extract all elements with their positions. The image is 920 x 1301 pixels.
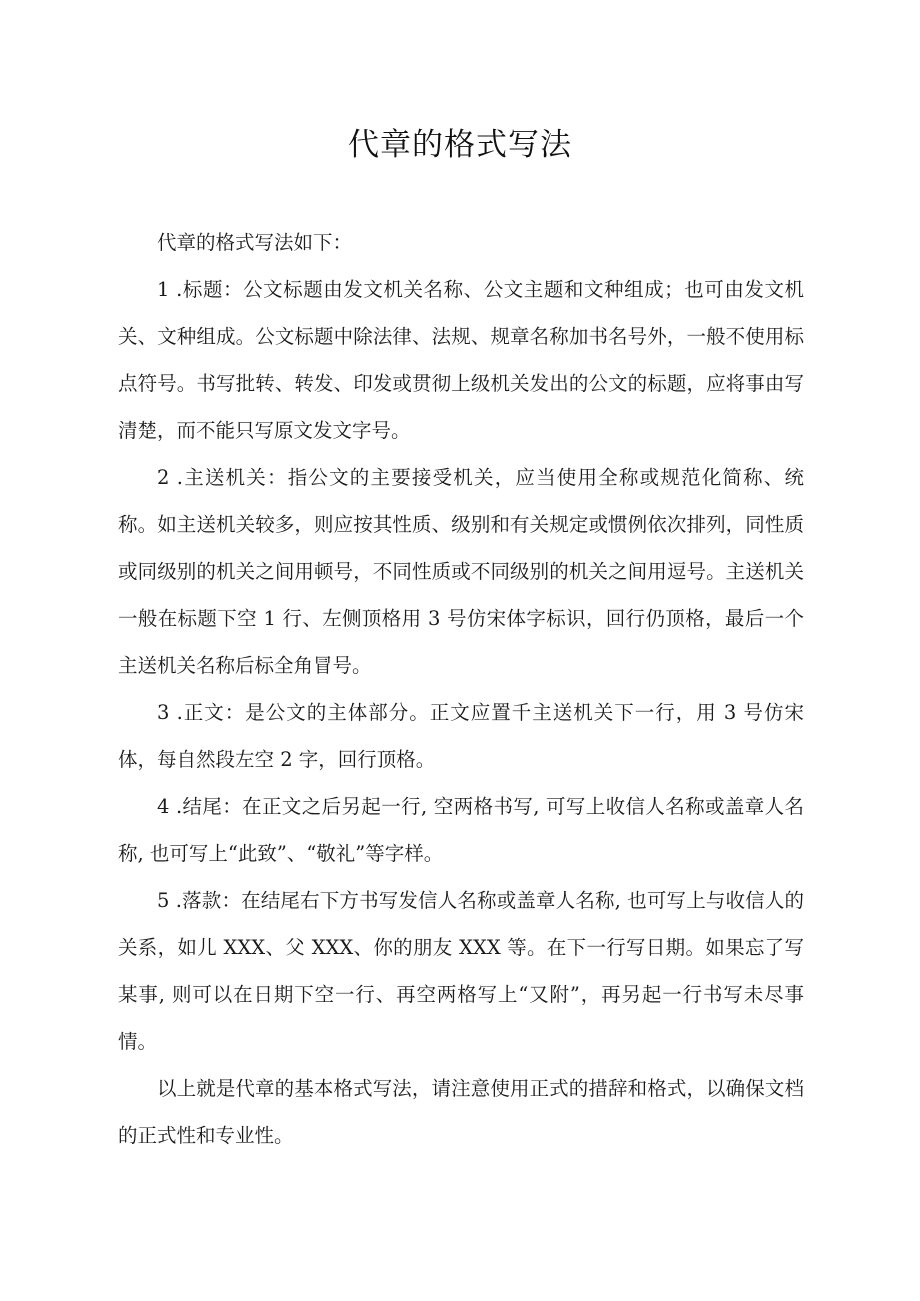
intro-paragraph: 代章的格式写法如下： <box>157 231 353 254</box>
item-paragraph-closing: 4 .结尾：在正文之后另起一行, 空两格书写, 可写上收信人名称或盖章人名称, 也可写上“此致”、“敬礼”等字样。 <box>118 795 804 865</box>
item-paragraph-recipient: 2 .主送机关：指公文的主要接受机关，应当使用全称或规范化简称、统称。如主送机关较多，则应按其性质、级别和有关规定或惯例依次排列，同性质或同级别的机关之间用顿号，不同性质或不同级别的机关之间用逗号。主送机关一般在标题下空 1 行、左侧顶格用 3 号仿宋体字标识，回行仍顶格，最后一个主送机关名称后标全角冒号。 <box>118 466 804 677</box>
page-title: 代章的格式写法 <box>348 127 572 163</box>
conclusion-paragraph: 以上就是代章的基本格式写法，请注意使用正式的措辞和格式，以确保文档的正式性和专业性。 <box>118 1077 804 1147</box>
item-paragraph-signature: 5 .落款：在结尾右下方书写发信人名称或盖章人名称, 也可写上与收信人的关系，如儿 XXX、父 XXX、你的朋友 XXX 等。在下一行写日期。如果忘了写某事, 则可以在日期下空一行、再空两格写上“又附”，再另起一行书写未尽事情。 <box>118 889 804 1053</box>
item-paragraph-title: 1 .标题：公文标题由发文机关名称、公文主题和文种组成；也可由发文机关、文种组成。公文标题中除法律、法规、规章名称加书名号外，一般不使用标点符号。书写批转、转发、印发或贯彻上级机关发出的公文的标题，应将事由写清楚，而不能只写原文发文字号。 <box>118 278 804 442</box>
item-paragraph-body-text: 3 .正文：是公文的主体部分。正文应置千主送机关下一行，用 3 号仿宋体，每自然段左空 2 字，回行顶格。 <box>118 701 804 771</box>
document-body <box>118 219 804 1159</box>
